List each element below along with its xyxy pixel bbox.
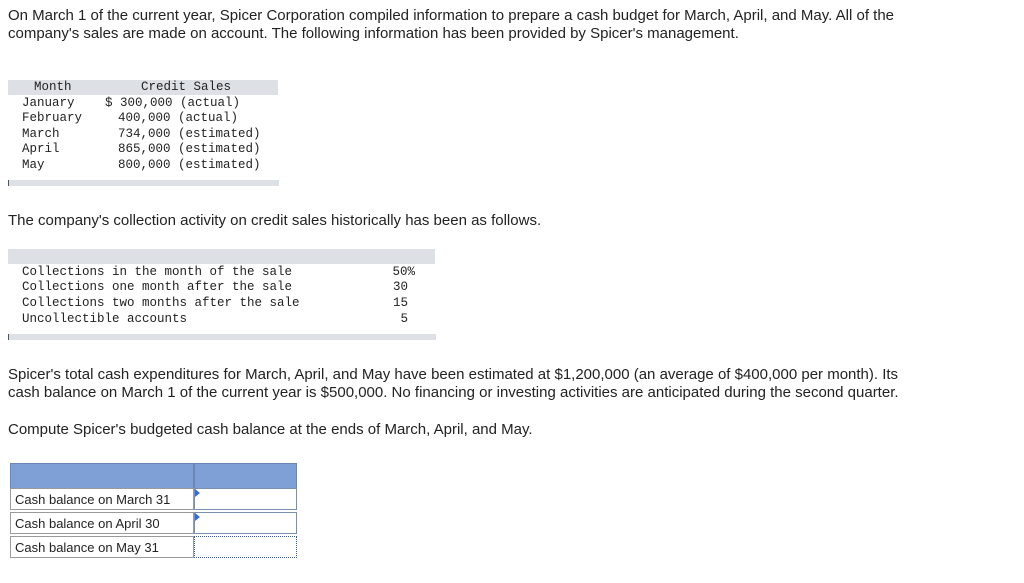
table-row: [8, 142, 278, 158]
table-row: [8, 111, 278, 127]
sales-cell: $ 300,000 (actual): [105, 96, 241, 110]
collection-value: 15: [392, 296, 408, 310]
table-row: [8, 312, 435, 328]
collection-label: Collections two months after the sale: [22, 296, 300, 310]
table-row: [8, 265, 435, 281]
table-row: [8, 127, 278, 143]
answer-header-label-cell: [10, 463, 194, 489]
cash-balance-march-input[interactable]: [194, 488, 297, 510]
collection-table-footer-rule: [8, 334, 436, 340]
input-marker-icon: [195, 489, 200, 497]
expenditures-line-1: Spicer's total cash expenditures for March, April, and May have been estimated at $1,200,000 (an average of $400,000 per month). Its: [8, 366, 899, 383]
month-cell: January: [22, 96, 75, 110]
month-header: Month: [34, 80, 72, 94]
month-cell: February: [22, 111, 83, 125]
month-cell: March: [22, 127, 60, 141]
collection-intro: The company's collection activity on credit sales historically has been as follows.: [8, 212, 542, 229]
credit-table-header: [8, 80, 278, 96]
collection-value: 5: [400, 312, 408, 326]
collection-label: Collections in the month of the sale: [22, 265, 293, 279]
cash-balance-may-input[interactable]: [194, 536, 297, 558]
sales-cell: 800,000 (estimated): [118, 158, 261, 172]
collection-activity-table: [8, 249, 435, 341]
credit-sales-header: Credit Sales: [141, 80, 232, 94]
month-cell: May: [22, 158, 45, 172]
sales-cell: 400,000 (actual): [118, 111, 239, 125]
sales-cell: 734,000 (estimated): [118, 127, 261, 141]
cash-balance-april-input[interactable]: [194, 512, 297, 534]
month-cell: April: [22, 142, 60, 156]
sales-cell: 865,000 (estimated): [118, 142, 261, 156]
collection-label: Uncollectible accounts: [22, 312, 188, 326]
answer-row-label-may: Cash balance on May 31: [10, 536, 194, 558]
answer-header-value-cell: [194, 463, 297, 489]
table-row: [8, 296, 435, 312]
question-text: Compute Spicer's budgeted cash balance at the ends of March, April, and May.: [8, 421, 533, 438]
collection-value: 50%: [392, 265, 415, 279]
expenditures-line-2: cash balance on March 1 of the current year is $500,000. No financing or investing activities are anticipated during the second quarter.: [8, 384, 899, 401]
intro-line-2: company's sales are made on account. The following information has been provided by Spicer's management.: [8, 25, 739, 42]
collection-table-header-band: [8, 249, 435, 264]
answer-row-label-march: Cash balance on March 31: [10, 488, 194, 510]
input-marker-icon: [195, 513, 200, 521]
table-row: [8, 158, 278, 174]
table-row: [8, 280, 435, 296]
collection-label: Collections one month after the sale: [22, 280, 293, 294]
credit-table-footer-rule: [8, 180, 279, 186]
collection-value: 30: [392, 280, 408, 294]
table-row: [8, 96, 278, 112]
intro-line-1: On March 1 of the current year, Spicer Corporation compiled information to prepare a cash budget for March, April, and May. All of the: [8, 7, 895, 24]
answer-row-label-april: Cash balance on April 30: [10, 512, 194, 534]
credit-sales-table: [8, 80, 278, 186]
